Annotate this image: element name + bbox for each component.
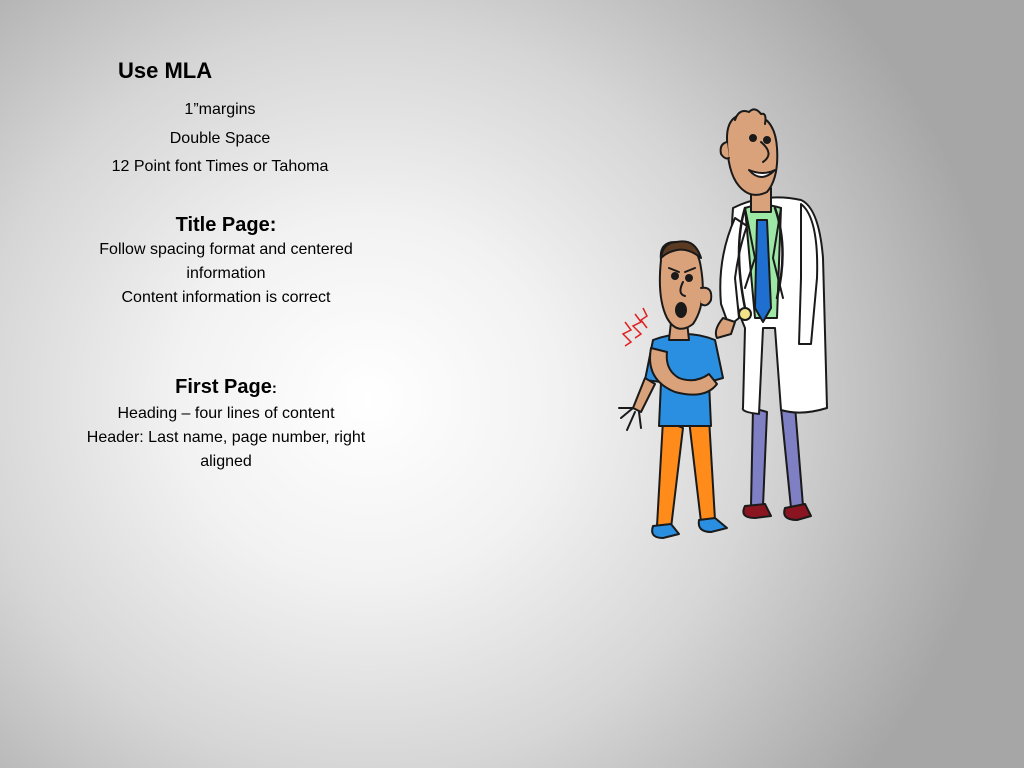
first-page-heading: First Page <box>175 376 272 398</box>
title-page-section <box>66 212 386 310</box>
title-page-line: Content information is correct <box>121 289 331 306</box>
first-page-section <box>66 374 386 474</box>
title-page-line: Follow spacing format and centered information <box>99 241 353 282</box>
first-page-line: Header: Last name, page number, right aligned <box>86 429 366 470</box>
pain-marks <box>623 308 647 346</box>
first-page-heading-row <box>66 374 386 402</box>
title-page-heading: Title Page: <box>175 214 277 236</box>
first-page-heading-colon: : <box>271 380 277 397</box>
patient-figure <box>619 241 727 538</box>
requirement-margins: 1”margins <box>184 101 256 118</box>
slide-title: Use MLA <box>118 58 213 83</box>
first-page-line: Heading – four lines of content <box>117 405 335 422</box>
requirement-font: 12 Point font Times or Tahoma <box>111 158 329 175</box>
doctor-figure <box>716 109 827 520</box>
doctor-examining-patient-illustration <box>605 108 845 548</box>
requirement-spacing: Double Space <box>169 130 271 147</box>
